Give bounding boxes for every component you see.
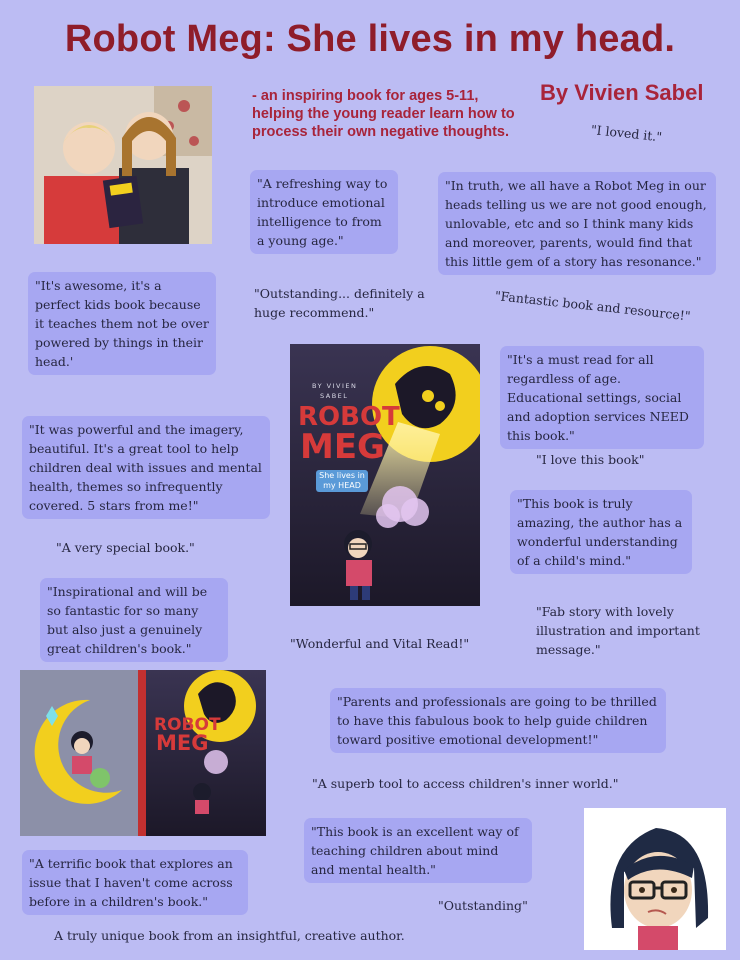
quote-terrific-book: "A terrific book that explores an issue that I haven't come across before in a children's book." xyxy=(22,850,248,915)
children-photo-illustration xyxy=(34,86,212,244)
svg-text:MEG: MEG xyxy=(156,731,209,755)
book-spread xyxy=(20,670,266,836)
quote-must-read: "It's a must read for all regardless of age. Educational settings, social and adoption services NEED this book." xyxy=(500,346,704,449)
svg-text:ROBOT: ROBOT xyxy=(154,715,221,735)
cover-subtitle: She lives in my HEAD xyxy=(316,470,368,492)
cover-title-robot: ROBOT xyxy=(298,402,400,432)
quote-love-this-book: "I love this book" xyxy=(536,452,645,467)
quote-inspirational: "Inspirational and will be so fantastic for so many but also just a genuinely great children's book." xyxy=(40,578,228,662)
tagline: - an inspiring book for ages 5-11, helping the young reader learn how to process their own negative thoughts. xyxy=(252,88,515,140)
quote-awesome: "It's awesome, it's a perfect kids book because it teaches them not be over powered by things in their head.' xyxy=(28,272,216,375)
quote-loved-it: "I loved it." xyxy=(590,121,663,145)
quote-refreshing: "A refreshing way to introduce emotional intelligence to from a young age." xyxy=(250,170,398,254)
quote-wonderful-vital: "Wonderful and Vital Read!" xyxy=(290,636,470,651)
book-spread-art xyxy=(20,670,266,836)
quote-parents-professionals: "Parents and professionals are going to be thrilled to have this fabulous book to help guide children toward positive emotional development!" xyxy=(330,688,666,753)
cover-byline: BY VIVIEN xyxy=(312,382,358,390)
quote-fantastic-resource: "Fantastic book and resource!" xyxy=(494,287,692,324)
meg-avatar-art xyxy=(584,808,726,950)
quote-very-special: "A very special book." xyxy=(56,540,195,555)
quote-truly-unique: A truly unique book from an insightful, creative author. xyxy=(54,928,405,943)
quote-fab-story: "Fab story with lovely illustration and important message." xyxy=(536,604,700,657)
quote-in-truth: "In truth, we all have a Robot Meg in our heads telling us we are not good enough, unlovable, etc and so I think many kids and moreover, parents, would find that this little gem of a story has resonance." xyxy=(438,172,716,275)
quote-truly-amazing: "This book is truly amazing, the author has a wonderful understanding of a child's mind." xyxy=(510,490,692,574)
quote-outstanding: "Outstanding" xyxy=(438,898,528,913)
book-cover xyxy=(290,344,480,606)
cover-title-meg: MEG xyxy=(300,427,385,467)
quote-excellent-way: "This book is an excellent way of teaching children about mind and mental health." xyxy=(304,818,532,883)
quote-outstanding-recommend: "Outstanding... definitely a huge recommend." xyxy=(254,286,425,320)
quote-powerful: "It was powerful and the imagery, beautiful. It's a great tool to help children deal with issues and mental health, themes so infrequently covered. 5 stars from me!" xyxy=(22,416,270,519)
children-photo xyxy=(34,86,212,244)
page-title: Robot Meg: She lives in my head. xyxy=(64,18,676,60)
meg-avatar xyxy=(584,808,726,950)
quote-superb-tool: "A superb tool to access children's inner world." xyxy=(312,776,619,791)
author-name: By Vivien Sabel xyxy=(540,80,704,105)
cover-byline-surname: SABEL xyxy=(320,392,349,400)
